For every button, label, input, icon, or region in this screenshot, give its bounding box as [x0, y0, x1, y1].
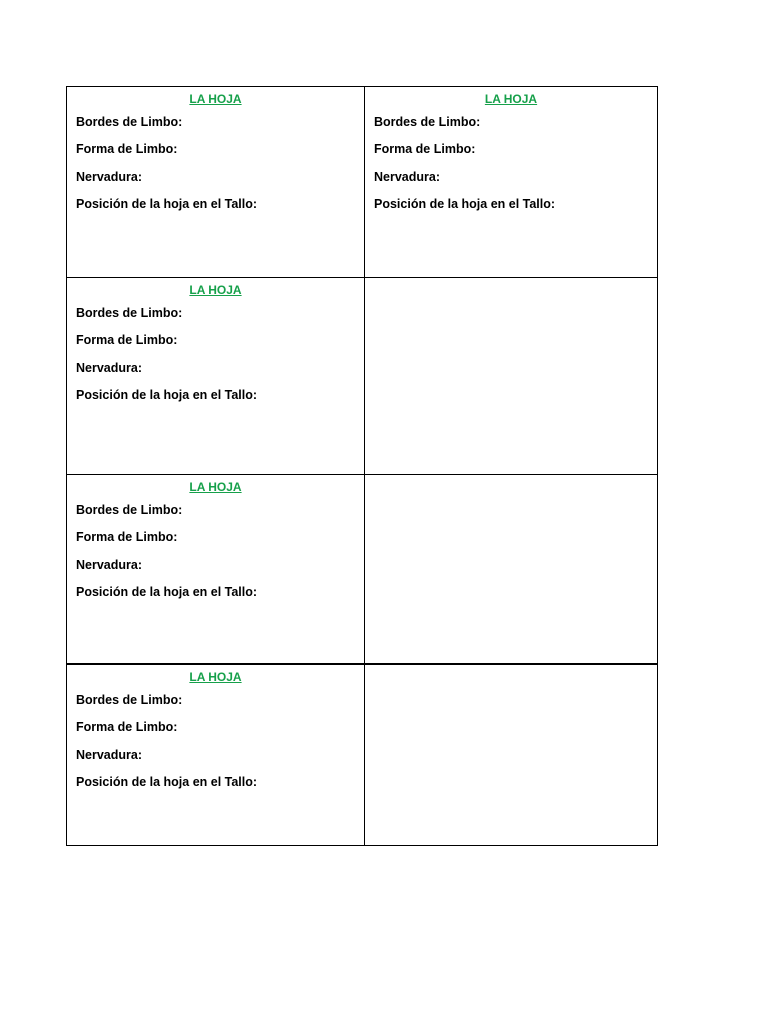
field-nervadura: Nervadura:	[76, 747, 142, 762]
field-bordes-de-limbo: Bordes de Limbo:	[76, 693, 183, 707]
field-bordes-de-limbo: Bordes de Limbo:	[76, 306, 183, 320]
card-cell	[67, 475, 365, 665]
leaf-card	[67, 278, 364, 403]
field-nervadura: Nervadura:	[374, 169, 440, 184]
card-cell	[365, 87, 658, 278]
field-forma-de-limbo: Forma de Limbo:	[76, 333, 178, 348]
leaf-card	[67, 87, 364, 212]
field-posicion-hoja: Posición de la hoja en el Tallo:	[76, 775, 258, 790]
table-row	[67, 87, 658, 278]
empty-cell	[365, 664, 658, 846]
field-bordes-de-limbo: Bordes de Limbo:	[76, 503, 183, 517]
leaf-worksheet-table	[66, 86, 658, 846]
field-bordes-de-limbo: Bordes de Limbo:	[76, 115, 183, 129]
card-title: LA HOJA	[189, 670, 242, 684]
leaf-card	[67, 665, 364, 790]
field-posicion-hoja: Posición de la hoja en el Tallo:	[374, 197, 556, 212]
card-title: LA HOJA	[189, 480, 242, 494]
field-forma-de-limbo: Forma de Limbo:	[76, 720, 178, 735]
leaf-card	[365, 87, 657, 212]
field-forma-de-limbo: Forma de Limbo:	[76, 530, 178, 545]
leaf-card	[67, 475, 364, 600]
empty-cell	[365, 475, 658, 665]
table-row	[67, 278, 658, 475]
field-bordes-de-limbo: Bordes de Limbo:	[374, 115, 481, 129]
card-title: LA HOJA	[189, 92, 242, 106]
field-forma-de-limbo: Forma de Limbo:	[374, 142, 476, 157]
card-title: LA HOJA	[189, 283, 242, 297]
field-posicion-hoja: Posición de la hoja en el Tallo:	[76, 197, 258, 212]
empty-cell	[365, 278, 658, 475]
card-cell	[67, 664, 365, 846]
field-posicion-hoja: Posición de la hoja en el Tallo:	[76, 388, 258, 403]
field-nervadura: Nervadura:	[76, 360, 142, 375]
field-forma-de-limbo: Forma de Limbo:	[76, 142, 178, 157]
field-posicion-hoja: Posición de la hoja en el Tallo:	[76, 585, 258, 600]
card-cell	[67, 87, 365, 278]
field-nervadura: Nervadura:	[76, 557, 142, 572]
card-cell	[67, 278, 365, 475]
card-title: LA HOJA	[484, 92, 538, 106]
table-row	[67, 664, 658, 846]
field-nervadura: Nervadura:	[76, 169, 142, 184]
table-row	[67, 475, 658, 665]
